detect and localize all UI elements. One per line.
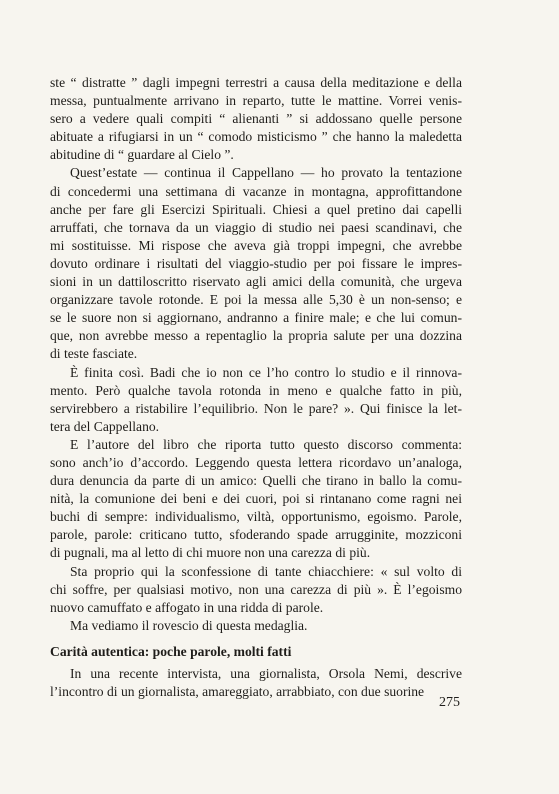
text-line: sero a vedere quali compiti “ alienanti ” si addossano quelle persone	[50, 111, 462, 127]
text-line: Ma vediamo il rovescio di questa medaglia.	[70, 617, 308, 633]
text-line: arruffati, che tornava da un viaggio di studio nei paesi scandinavi, che	[50, 219, 462, 235]
section-gap	[50, 635, 462, 643]
text-line: tera del Cappellano.	[50, 418, 160, 434]
text-line: sono anch’io d’accordo. Leggendo questa lettera ricordavo un’analoga,	[50, 454, 462, 470]
text-line: Sta proprio qui la sconfessione di tante chiacchiere: « sul volto di	[70, 563, 462, 579]
text-line: nità, la comunione dei beni e dei cuori, poi si rintanano come ragni nei	[50, 491, 462, 507]
text-line: È finita così. Badi che io non ce l’ho contro lo studio e il rinnova-	[70, 364, 462, 380]
text-line: Quest’estate — continua il Cappellano — ho provato la tentazione	[70, 165, 462, 181]
text-line: se le suore non si aggiornano, andranno a finire male; e che lui comun-	[50, 310, 462, 326]
text-line: di concedermi una settimana di vacanze in montagna, approfittandone	[50, 183, 462, 199]
text-line: organizzare tavole rotonde. E poi la messa alle 5,30 è un non-senso; e	[50, 292, 462, 308]
text-line: abituate a rifugiarsi in un “ comodo misticismo ” che hanno la maledetta	[50, 129, 462, 145]
text-line: dovuto ordinare i risultati del viaggio-studio per poi fissare le impres-	[50, 255, 462, 271]
text-line: l’incontro di un giornalista, amareggiato, arrabbiato, con due suorine	[50, 684, 425, 700]
text-line: di teste fasciate.	[50, 346, 138, 362]
text-line: di pugnali, ma al letto di chi muore non una carezza di più.	[50, 545, 371, 561]
text-line: E l’autore del libro che riporta tutto questo discorso commenta:	[70, 436, 462, 452]
text-line: parole, parole: criticano tutto, sfoderando spade arrugginite, mozziconi	[50, 527, 462, 543]
text-line: buchi di sempre: individualismo, viltà, opportunismo, egoismo. Parole,	[50, 509, 462, 525]
body-text	[50, 74, 462, 701]
text-line: abitudine di “ guardare al Cielo ”.	[50, 147, 234, 163]
text-line: mento. Però qualche tavola rotonda in meno e qualche fatto in più,	[50, 382, 462, 398]
section-heading: Carità autentica: poche parole, molti fatti	[50, 643, 292, 659]
text-line: mi sostituisse. Mi rispose che aveva già troppi impegni, che avrebbe	[50, 237, 462, 253]
text-line: chi soffre, per qualsiasi motivo, non una carezza di più ». È l’egoismo	[50, 581, 462, 597]
text-line: In una recente intervista, una giornalista, Orsola Nemi, descrive	[70, 666, 462, 681]
text-line: nuovo camuffato e affogato in una ridda di parole.	[50, 599, 324, 615]
text-line: dura denuncia da parte di un amico: Quelli che tirano in ballo la comu-	[50, 473, 462, 489]
text-line: sioni in un dattiloscritto riservato agli amici della comunità, che urgeva	[50, 274, 462, 290]
text-line: messa, puntualmente arrivano in reparto, tutte le mattine. Vorrei venis-	[50, 93, 462, 109]
text-line: ste “ distratte ” dagli impegni terrestri a causa della meditazione e della	[50, 75, 462, 90]
text-line: que, non avrebbe messo a repentaglio la propria salute per una dozzina	[50, 328, 462, 344]
text-line: servirebbero a ristabilire l’equilibrio. Non le pare? ». Qui finisce la let-	[50, 400, 462, 416]
page-number: 275	[439, 695, 460, 710]
text-line: anche per fare gli Esercizi Spirituali. Chiesi a quel pretino dai capelli	[50, 201, 462, 217]
